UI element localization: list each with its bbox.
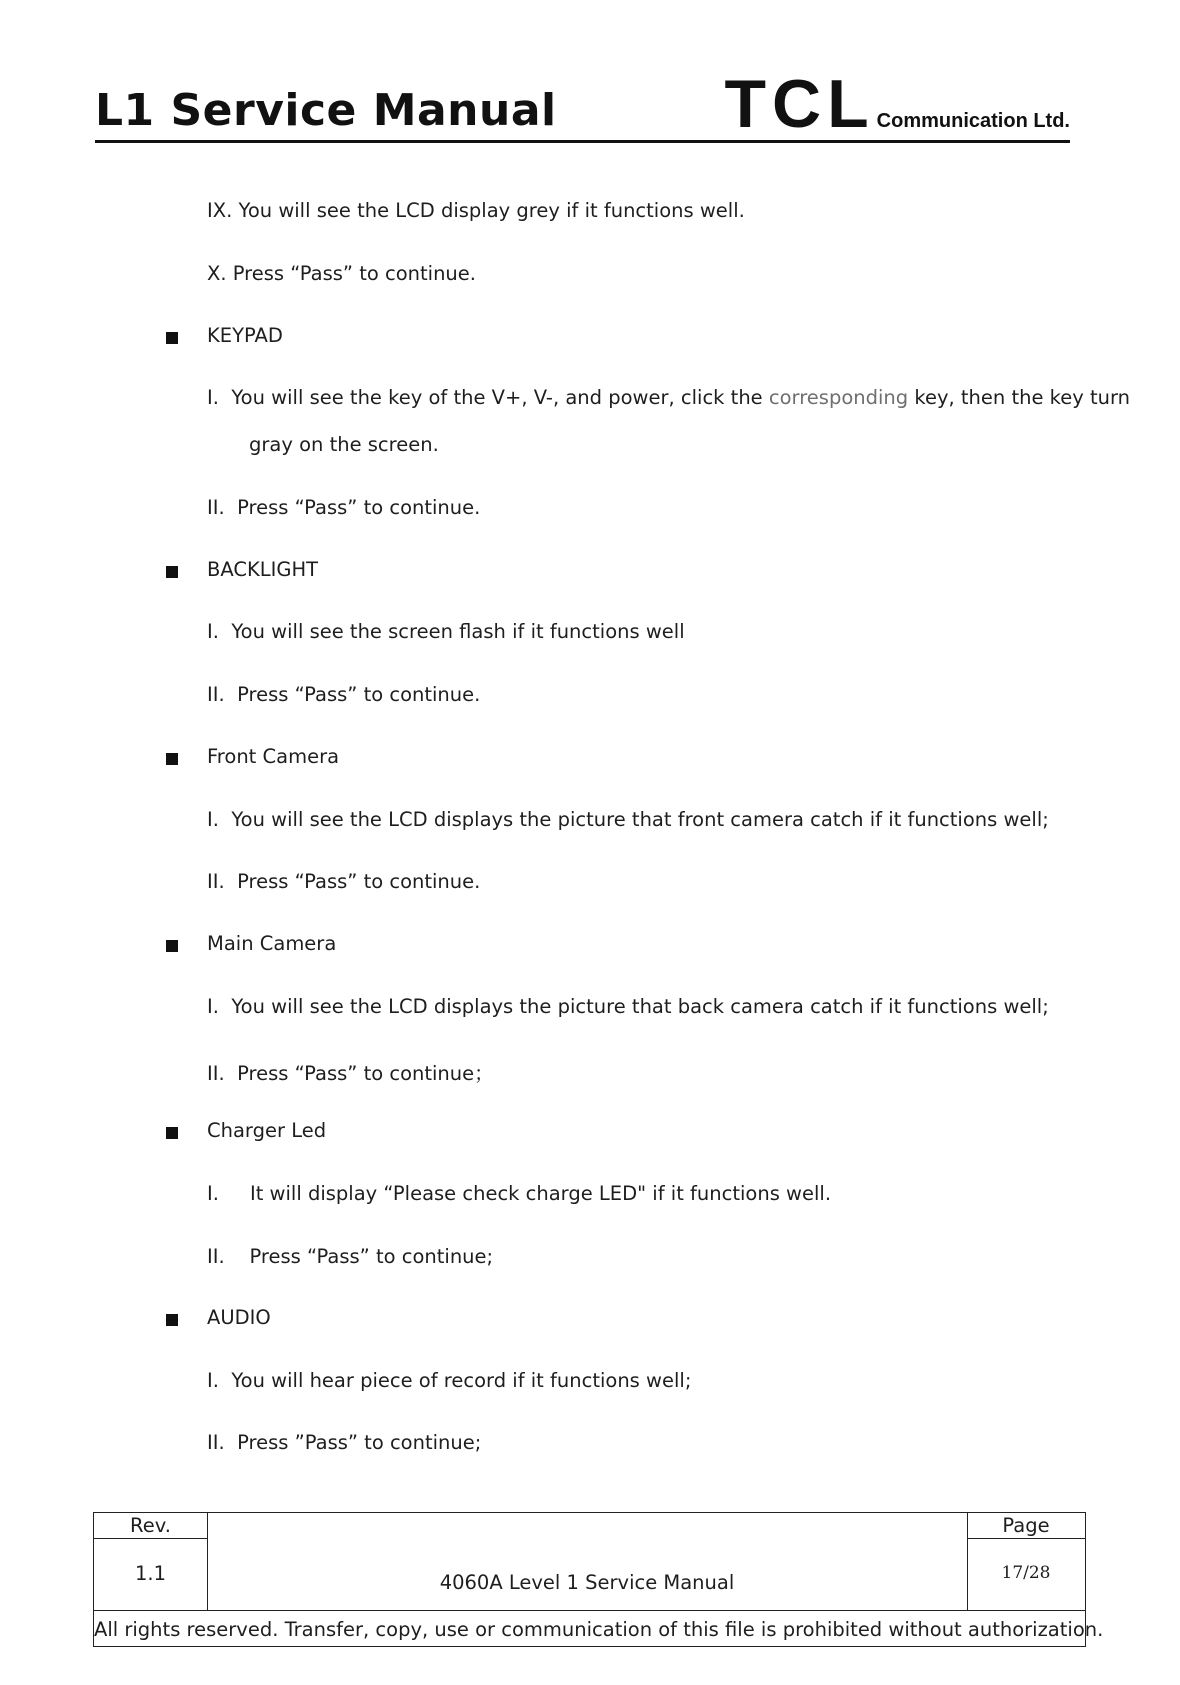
step-number: II. <box>207 683 225 706</box>
step-item <box>207 683 480 706</box>
bullet-square-icon <box>166 332 178 344</box>
section-title: Main Camera <box>207 932 337 955</box>
step-text: IX. You will see the LCD display grey if it functions well. <box>207 199 745 222</box>
step-text: Press “Pass” to continue； <box>237 1062 494 1085</box>
step-item <box>207 1245 493 1268</box>
page-header <box>95 66 1070 143</box>
rights-notice: All rights reserved. Transfer, copy, use or communication of this file is prohibited without authorization. <box>94 1618 1104 1641</box>
step-text: It will display “Please check charge LED" if it functions well. <box>249 1182 832 1205</box>
step-number: II. <box>207 496 225 519</box>
bullet-square-icon <box>166 566 178 578</box>
step-item <box>207 386 1130 409</box>
step-item <box>207 870 480 893</box>
step-item <box>207 620 685 643</box>
step-text: key, then the key turn <box>908 386 1131 409</box>
section-title: Charger Led <box>207 1119 327 1142</box>
page-label: Page <box>1002 1514 1050 1537</box>
step-text: You will hear piece of record if it functions well; <box>231 1369 692 1392</box>
doc-title: 4060A Level 1 Service Manual <box>439 1571 735 1594</box>
logo-subtitle: Communication Ltd. <box>876 110 1070 132</box>
step-number: I. <box>207 1369 219 1392</box>
rev-value: 1.1 <box>134 1562 166 1585</box>
step-text: You will see the key of the V+, V-, and power, click the <box>231 386 769 409</box>
step-number: II. <box>207 1062 225 1085</box>
section-title: KEYPAD <box>207 324 283 347</box>
company-logo <box>724 66 1070 142</box>
step-number: I. <box>207 386 219 409</box>
rev-label: Rev. <box>130 1514 171 1537</box>
step-text-muted: corresponding <box>768 386 909 409</box>
step-item <box>207 1369 691 1392</box>
bullet-square-icon <box>166 1314 178 1326</box>
divider <box>94 1538 207 1539</box>
document-title: L1 Service Manual <box>95 85 557 136</box>
step-text: Press “Pass” to continue; <box>249 1245 494 1268</box>
page-number: 17/28 <box>1001 1563 1051 1583</box>
step-number: I. <box>207 995 219 1018</box>
section-title: Front Camera <box>207 745 340 768</box>
divider <box>967 1538 1085 1539</box>
step-number: I. <box>207 1182 219 1205</box>
step-text: Press ”Pass” to continue; <box>237 1431 482 1454</box>
logo-brand: TCL <box>724 66 875 142</box>
step-item <box>207 808 1049 831</box>
bullet-square-icon <box>166 1127 178 1139</box>
step-item <box>207 496 480 519</box>
step-number: II. <box>207 870 225 893</box>
bullet-square-icon <box>166 753 178 765</box>
step-text: You will see the screen flash if it functions well <box>231 620 685 643</box>
section-title: BACKLIGHT <box>207 558 319 581</box>
step-item <box>207 1058 494 1086</box>
step-item <box>207 1431 481 1454</box>
bullet-square-icon <box>166 940 178 952</box>
step-text: Press “Pass” to continue. <box>237 870 481 893</box>
divider <box>94 1610 1085 1611</box>
step-item <box>207 995 1049 1018</box>
step-text: Press “Pass” to continue. <box>237 683 481 706</box>
divider <box>207 1513 208 1610</box>
step-text: X. Press “Pass” to continue. <box>207 262 476 285</box>
step-number: II. <box>207 1431 225 1454</box>
step-number: I. <box>207 620 219 643</box>
step-number: I. <box>207 808 219 831</box>
step-text: You will see the LCD displays the picture that back camera catch if it functions well; <box>231 995 1049 1018</box>
step-text: You will see the LCD displays the picture that front camera catch if it functions well; <box>231 808 1049 831</box>
section-title: AUDIO <box>207 1306 271 1329</box>
footer-table <box>93 1512 1104 1647</box>
step-continuation: gray on the screen. <box>249 433 439 456</box>
step-number: II. <box>207 1245 225 1268</box>
step-item <box>207 1182 831 1205</box>
step-text: Press “Pass” to continue. <box>237 496 481 519</box>
